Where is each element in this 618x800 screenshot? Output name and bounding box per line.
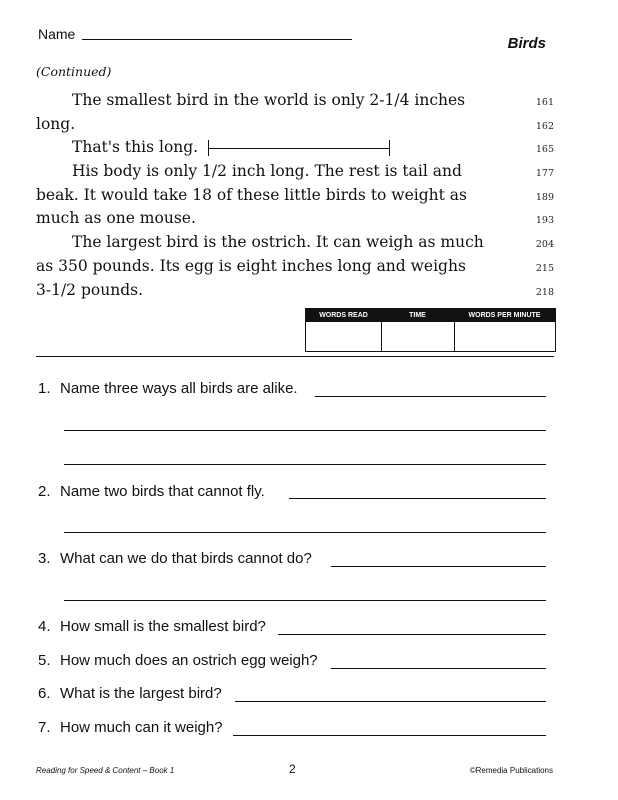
- section-divider: [36, 356, 554, 357]
- word-count: 218: [535, 287, 554, 298]
- footer-copyright: ©Remedia Publications: [469, 766, 553, 775]
- passage-line: The smallest bird in the world is only 2-1/4 inches: [72, 91, 466, 109]
- answer-line[interactable]: [278, 634, 546, 635]
- answer-line[interactable]: [233, 735, 546, 736]
- answer-line[interactable]: [64, 430, 546, 431]
- question-3: 3. What can we do that birds cannot do?: [38, 550, 312, 567]
- name-label: Name: [38, 26, 76, 42]
- column-divider: [381, 309, 382, 351]
- answer-line[interactable]: [64, 532, 546, 533]
- words-per-minute-header: WORDS PER MINUTE: [468, 312, 541, 319]
- passage-line: much as one mouse.: [36, 209, 196, 227]
- answer-line[interactable]: [331, 668, 546, 669]
- answer-line[interactable]: [315, 396, 546, 397]
- time-header: TIME: [409, 312, 426, 319]
- answer-line[interactable]: [289, 498, 546, 499]
- answer-line[interactable]: [64, 464, 546, 465]
- passage-line: 3-1/2 pounds.: [36, 281, 143, 299]
- page-number: 2: [289, 762, 296, 776]
- passage-line-text: That's this long.: [72, 138, 199, 156]
- question-4: 4. How small is the smallest bird?: [38, 618, 266, 635]
- question-7: 7. How much can it weigh?: [38, 719, 223, 736]
- passage-line: The largest bird is the ostrich. It can weigh as much: [72, 233, 484, 251]
- column-divider: [454, 309, 455, 351]
- reading-score-table: [305, 308, 556, 352]
- answer-line[interactable]: [64, 600, 546, 601]
- question-5: 5. How much does an ostrich egg weigh?: [38, 652, 318, 669]
- passage-line: His body is only 1/2 inch long. The rest is tail and: [72, 162, 462, 180]
- question-1: 1. Name three ways all birds are alike.: [38, 380, 298, 397]
- question-2: 2. Name two birds that cannot fly.: [38, 483, 265, 500]
- question-6: 6. What is the largest bird?: [38, 685, 222, 702]
- word-count: 215: [535, 263, 554, 274]
- answer-line[interactable]: [331, 566, 546, 567]
- word-count: 204: [535, 239, 554, 250]
- passage-line: as 350 pounds. Its egg is eight inches long and weighs: [36, 257, 466, 275]
- word-count: 177: [535, 168, 554, 179]
- word-count: 161: [535, 97, 554, 108]
- word-count: 162: [535, 121, 554, 132]
- word-count: 165: [535, 144, 554, 155]
- continued-note: (Continued): [36, 64, 112, 79]
- footer-book-title: Reading for Speed & Content – Book 1: [36, 766, 175, 775]
- passage-line: [72, 135, 390, 159]
- page-title: Birds: [507, 35, 546, 52]
- length-ruler-graphic: [208, 140, 390, 156]
- words-read-header: WORDS READ: [319, 312, 368, 319]
- word-count: 193: [535, 215, 554, 226]
- word-count: 189: [535, 192, 554, 203]
- answer-line[interactable]: [235, 701, 546, 702]
- passage-line: beak. It would take 18 of these little birds to weight as: [36, 186, 467, 204]
- passage-line: long.: [36, 115, 76, 133]
- name-blank-line[interactable]: [82, 39, 352, 40]
